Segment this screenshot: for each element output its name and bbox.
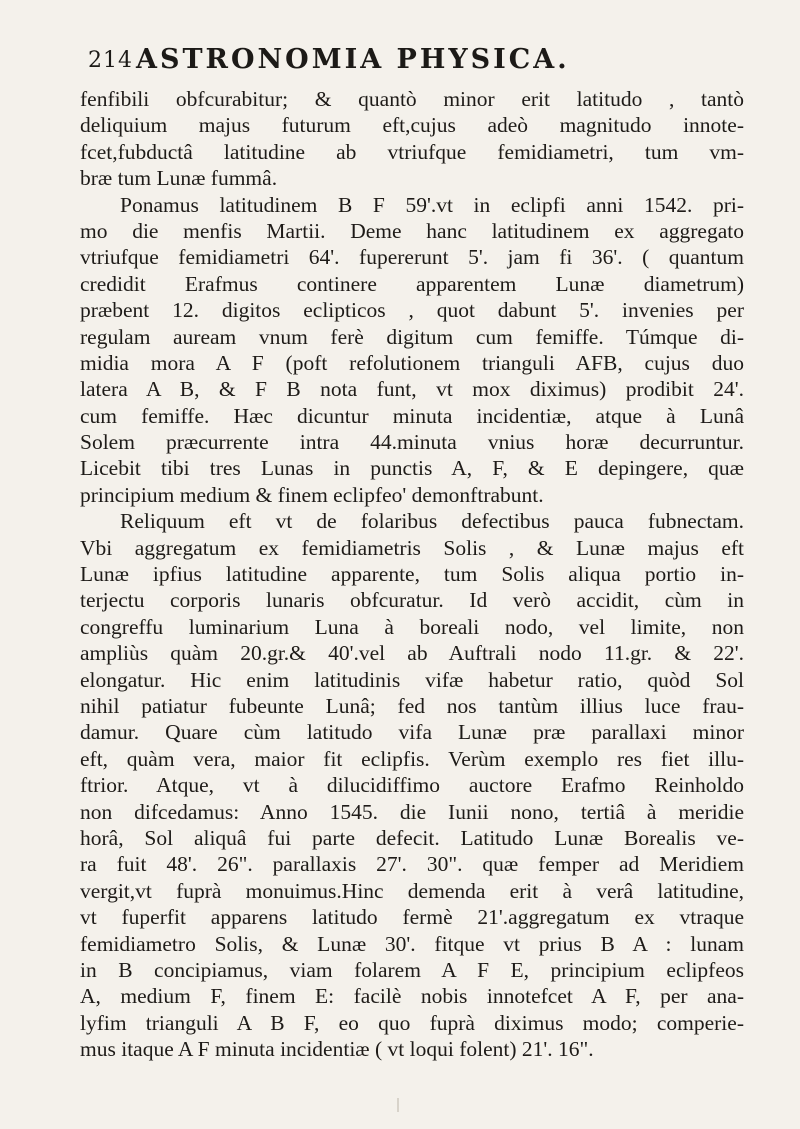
text-line: fenfibili obfcurabitur; & quantò minor erit latitudo , tantò bbox=[80, 87, 744, 111]
gutter-mark bbox=[397, 1098, 399, 1112]
text-line: deliquium majus futurum eft,cujus adeò magnitudo innote- bbox=[80, 113, 744, 138]
text-line: credidit Erafmus continere apparentem Lunæ diametrum) bbox=[80, 271, 744, 296]
text-line: non difcedamus: Anno 1545. die Iunii nono, tertiâ à meridie bbox=[80, 799, 744, 824]
text-line: ampliùs quàm 20.gr.& 40'.vel ab Auftrali nodo 11.gr. & 22'. bbox=[80, 641, 744, 666]
text-line: bræ tum Lunæ fummâ. bbox=[80, 166, 278, 191]
text-line: nihil patiatur fubeunte Lunâ; fed nos tantùm illius luce frau- bbox=[80, 693, 744, 718]
running-head bbox=[88, 44, 728, 80]
page-number: 214 bbox=[88, 48, 133, 73]
text-line: Reliquum eft vt de folaribus defectibus pauca fubnectam. bbox=[120, 509, 744, 534]
text-line: elongatur. Hic enim latitudinis vifæ habetur ratio, quòd Sol bbox=[80, 667, 744, 692]
text-line: latera A B, & F B nota funt, vt mox diximus) prodibit 24'. bbox=[80, 377, 744, 402]
text-line: midia mora A F (poft refolutionem trianguli AFB, cujus duo bbox=[80, 350, 744, 375]
text-line: Lunæ ipfius latitudine apparente, tum Solis aliqua portio in- bbox=[80, 562, 744, 587]
text-line: horâ, Sol aliquâ fui parte defecit. Latitudo Lunæ Borealis ve- bbox=[80, 825, 744, 850]
text-line: terjectu corporis lunaris obfcuratur. Id verò accidit, cùm in bbox=[80, 588, 744, 613]
text-line: femidiametro Solis, & Lunæ 30'. fitque vt prius B A : lunam bbox=[80, 931, 744, 956]
text-line: eft, quàm vera, maior fit eclipfis. Verùm exemplo res fiet illu- bbox=[80, 746, 744, 771]
text-line: cum femiffe. Hæc dicuntur minuta incidentiæ, atque à Lunâ bbox=[80, 403, 744, 428]
text-line: vtriufque femidiametri 64'. fupererunt 5'. jam fi 36'. ( quantum bbox=[80, 245, 744, 270]
text-line: ra fuit 48'. 26". parallaxis 27'. 30". quæ femper ad Meridiem bbox=[80, 852, 744, 877]
text-line: regulam auream vnum ferè digitum cum femiffe. Túmque di- bbox=[80, 324, 744, 349]
text-line: mus itaque A F minuta incidentiæ ( vt loqui folent) 21'. 16". bbox=[80, 1037, 594, 1062]
text-line: in B concipiamus, viam folarem A F E, principium eclipfeos bbox=[80, 957, 744, 982]
text-line: damur. Quare cùm latitudo vifa Lunæ præ parallaxi minor bbox=[80, 720, 744, 745]
text-line: A, medium F, finem E: facilè nobis innotefcet A F, per ana- bbox=[80, 984, 744, 1009]
text-line: præbent 12. digitos eclipticos , quot dabunt 5'. invenies per bbox=[80, 298, 744, 323]
text-line: Vbi aggregatum ex femidiametris Solis , & Lunæ majus eft bbox=[80, 535, 744, 560]
text-line: congreffu luminarium Luna à boreali nodo, vel limite, non bbox=[80, 614, 744, 639]
body-text bbox=[80, 86, 744, 1062]
text-line: ftrior. Atque, vt à dilucidiffimo auctore Erafmo Reinholdo bbox=[80, 773, 744, 798]
text-line: lyfim trianguli A B F, eo quo fuprà diximus modo; comperie- bbox=[80, 1010, 744, 1035]
text-line: mo die menfis Martii. Deme hanc latitudinem ex aggregato bbox=[80, 218, 744, 243]
text-line: vergit,vt fuprà monuimus.Hinc demenda erit à verâ latitudine, bbox=[80, 878, 744, 903]
text-line: Licebit tibi tres Lunas in punctis A, F, & E depingere, quæ bbox=[80, 456, 744, 481]
text-line: Ponamus latitudinem B F 59'.vt in eclipfi anni 1542. pri- bbox=[120, 192, 744, 217]
text-line: fcet,fubductâ latitudine ab vtriufque femidiametri, tum vm- bbox=[80, 139, 744, 164]
text-line: Solem præcurrente intra 44.minuta vnius horæ decurruntur. bbox=[80, 430, 744, 455]
running-title: ASTRONOMIA PHYSICA. bbox=[136, 44, 570, 75]
text-line: vt fuperfit apparens latitudo fermè 21'.aggregatum ex vtraque bbox=[80, 905, 744, 930]
text-line: principium medium & finem eclipfeo' demonftrabunt. bbox=[80, 482, 544, 507]
